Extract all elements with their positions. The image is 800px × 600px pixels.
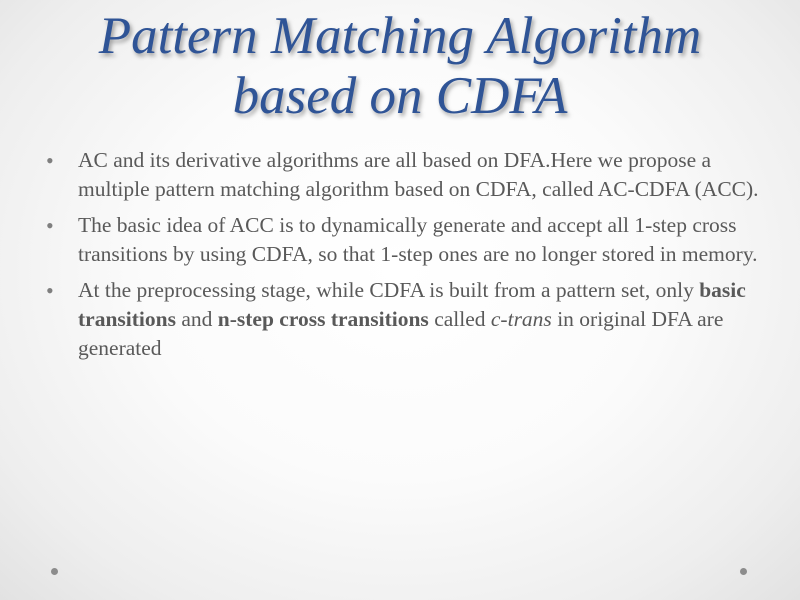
bullet-icon: • <box>46 148 54 173</box>
bullet-text-3-part-4: in original DFA are generated <box>78 307 724 360</box>
bullet-text-3-part-3: called <box>428 307 491 331</box>
bold-term-n-step-cross-transitions: n-step cross transitions <box>217 307 429 331</box>
title-line-2: based on CDFA <box>232 67 568 125</box>
bullet-item-1 <box>44 146 764 204</box>
corner-dot-icon <box>51 568 58 575</box>
bullet-text-2: The basic idea of ACC is to dynamically generate and accept all 1-step cross transitions by using CDFA, so that 1-step ones are no longer stored in memory. <box>78 213 758 266</box>
bullet-item-2 <box>44 211 764 269</box>
title-line-1: Pattern Matching Algorithm <box>98 7 702 65</box>
bullet-list <box>44 146 764 370</box>
bullet-text-3-part-2: and <box>175 307 218 331</box>
bullet-item-3 <box>44 276 764 363</box>
bullet-icon: • <box>46 213 54 238</box>
bold-term-basic-transitions: basic transitions <box>78 278 746 331</box>
bullet-text-3-part-1: At the preprocessing stage, while CDFA is built from a pattern set, only <box>78 278 700 302</box>
corner-dot-icon <box>740 568 747 575</box>
bullet-text-1: AC and its derivative algorithms are all based on DFA.Here we propose a multiple pattern matching algorithm based on CDFA, called AC-CDFA (ACC). <box>78 148 759 201</box>
italic-term-c-trans: c-trans <box>490 307 552 331</box>
bullet-icon: • <box>46 278 54 303</box>
slide-title <box>20 6 780 126</box>
